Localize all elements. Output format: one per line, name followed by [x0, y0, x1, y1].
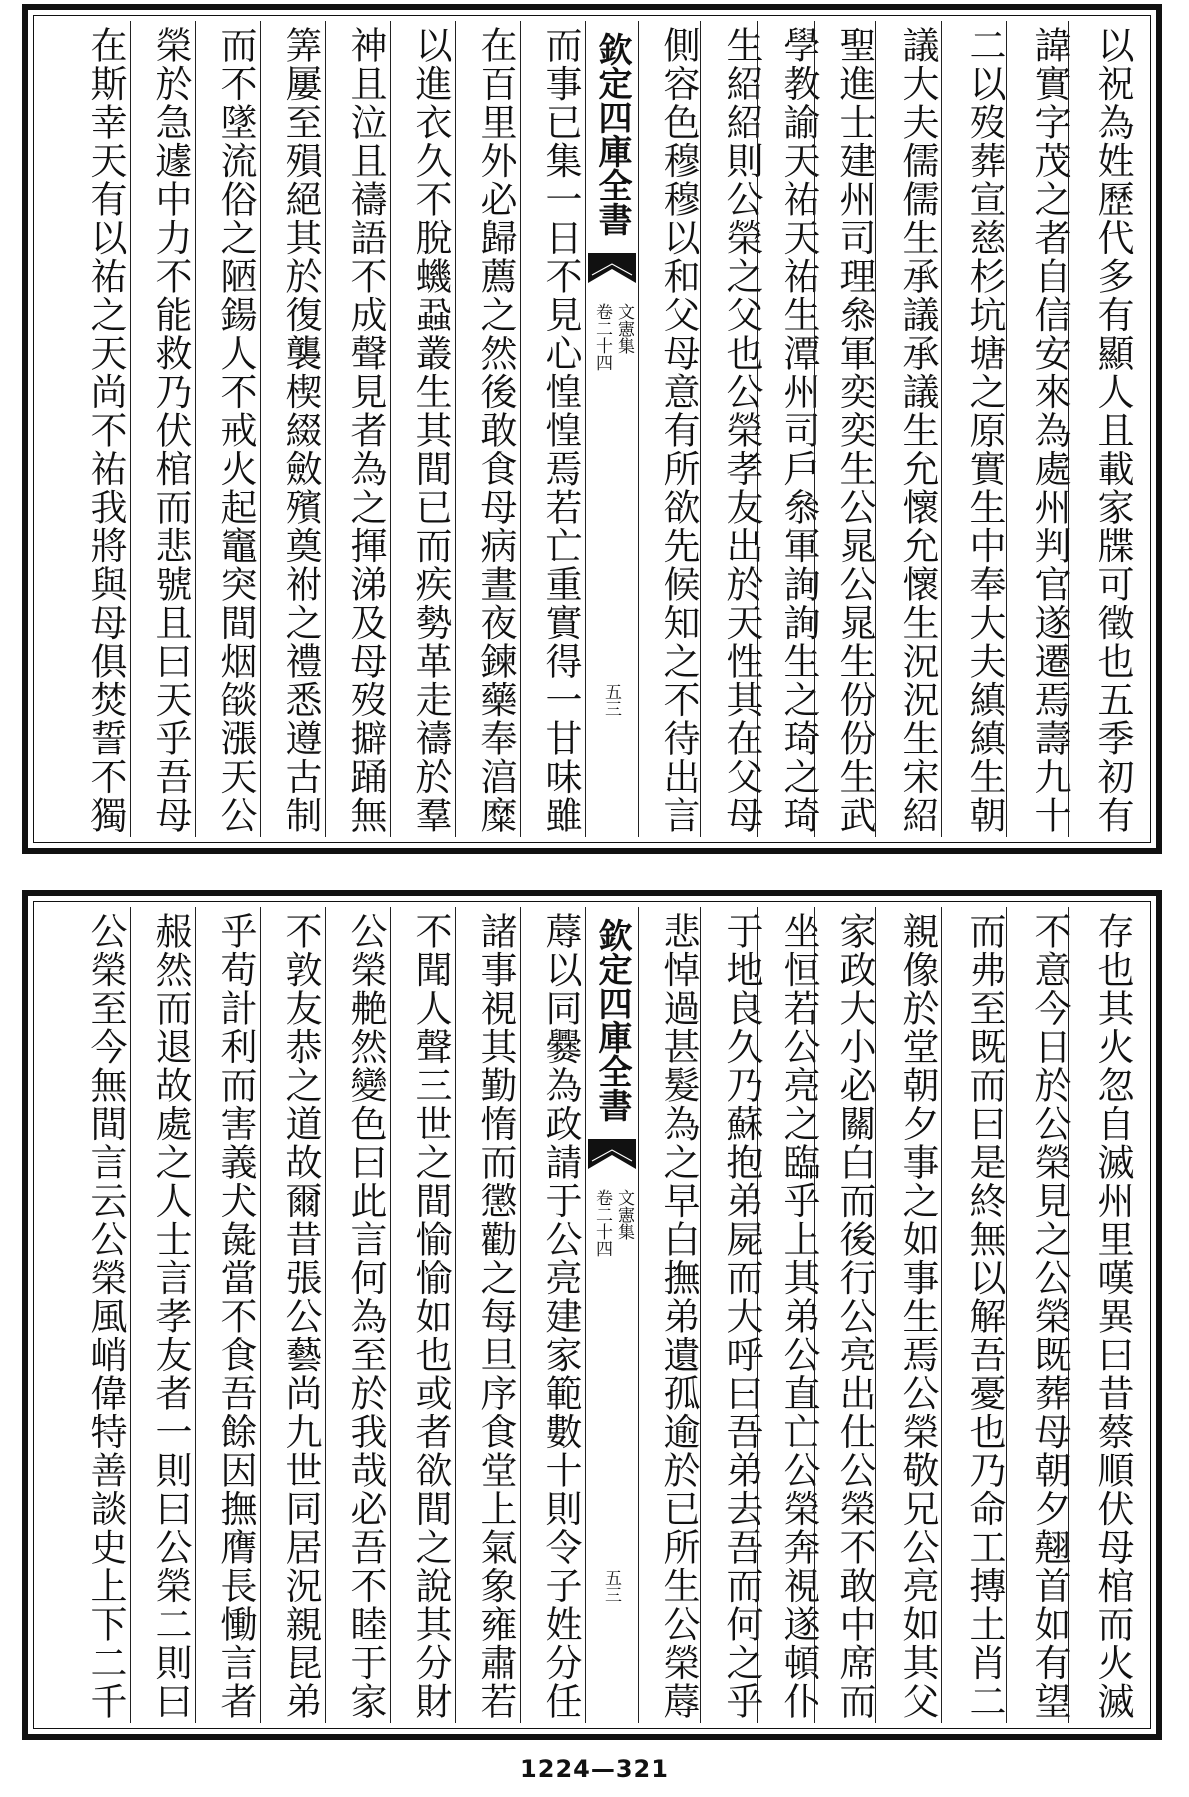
fish-tail-mark-icon	[588, 1139, 636, 1169]
column-rule	[130, 907, 131, 1723]
text-column: 蓐以同爨為政請于公亮建家範數十則令子姓分任	[539, 912, 582, 1721]
text-column: 以進衣久不脫蟣蝨叢生其間已而疾勢革走禱於羣	[409, 26, 452, 835]
text-column: 于地良久乃蘇抱弟屍而大呼曰吾弟去吾而何之乎	[720, 912, 763, 1721]
column-rule	[814, 21, 815, 837]
text-column: 坐恒若公亮之臨乎上其弟公直亡公榮奔視遂頓仆	[777, 912, 820, 1721]
text-column: 神且泣且禱語不成聲見者為之揮涕及母歿擗踊無	[344, 26, 387, 835]
text-column: 乎苟計利而害義犬彘當不食吾餘因撫膺長慟言者	[214, 912, 257, 1721]
text-column: 榮於急遽中力不能救乃伏棺而悲號且曰天乎吾母	[149, 26, 192, 835]
page-code-footer: 1224—321	[520, 1755, 669, 1783]
collection-title: 欽定四庫全書	[592, 32, 632, 236]
column-rule	[195, 21, 196, 837]
text-column: 家政大小必關白而後行公亮出仕公榮不敢中席而	[833, 912, 876, 1721]
text-column: 不敦友恭之道故爾昔張公藝尚九世同居況親昆弟	[279, 912, 322, 1721]
column-rule	[455, 21, 456, 837]
text-column: 公榮至今無間言云公榮風峭偉特善談史上下二千	[84, 912, 127, 1721]
volume-number: 卷二十四	[592, 303, 612, 371]
column-rule	[941, 21, 942, 837]
text-column: 而不墜流俗之陋鍚人不戒火起竈突間烟燄漲天公	[214, 26, 257, 835]
column-rule	[757, 907, 758, 1723]
column-rule	[700, 907, 701, 1723]
column-rule	[875, 21, 876, 837]
text-column: 赧然而退故處之人士言孝友者一則曰公榮二則曰	[149, 912, 192, 1721]
column-rule	[520, 907, 521, 1723]
column-rule	[875, 907, 876, 1723]
column-rule	[130, 21, 131, 837]
column-rule	[260, 907, 261, 1723]
column-rule	[260, 21, 261, 837]
column-rule	[325, 907, 326, 1723]
text-column: 親像於堂朝夕事之如事生焉公榮敬兄公亮如其父	[896, 912, 939, 1721]
text-column: 不聞人聲三世之間愉愉如也或者欲間之說其分財	[409, 912, 452, 1721]
column-rule	[390, 907, 391, 1723]
text-column: 悲悼過甚髮為之早白撫弟遺孤逾於已所生公榮蓐	[657, 912, 700, 1721]
text-column: 議大夫儒儒生承議承議生允懷允懷生況況生宋紹	[896, 26, 939, 835]
text-column: 二以歿葬宣慈杉坑塘之原實生中奉大夫縝縝生朝	[963, 26, 1006, 835]
fish-tail-mark-icon	[588, 253, 636, 283]
column-rule	[814, 907, 815, 1723]
text-column: 存也其火忽自滅州里嘆異曰昔蔡順伏母棺而火滅	[1091, 912, 1134, 1721]
column-rule	[1068, 907, 1069, 1723]
column-rule	[757, 21, 758, 837]
text-column: 側容色穆穆以和父母意有所欲先候知之不待出言	[657, 26, 700, 835]
leaf-number: 五三	[601, 683, 621, 717]
column-rule	[455, 907, 456, 1723]
text-column: 而事已集一日不見心惶惶焉若亡重實得一甘味雖	[539, 26, 582, 835]
text-column: 不意今日於公榮見之公榮既葬母朝夕翹首如有望	[1028, 912, 1071, 1721]
column-rule	[700, 21, 701, 837]
text-column: 諸事視其勤惰而懲勸之每旦序食堂上氣象雍肅若	[474, 912, 517, 1721]
column-rule	[1006, 907, 1007, 1723]
column-rule	[1006, 21, 1007, 837]
book-title: 文憲集	[614, 1189, 634, 1240]
column-rule	[941, 907, 942, 1723]
column-rule	[520, 21, 521, 837]
text-column: 諱實字茂之者自信安來為處州判官遂遷焉壽九十	[1028, 26, 1071, 835]
text-column: 在斯幸天有以祐之天尚不祐我將與母俱焚誓不獨	[84, 26, 127, 835]
volume-number: 卷二十四	[592, 1189, 612, 1257]
upper-page	[22, 4, 1162, 854]
collection-title: 欽定四庫全書	[592, 918, 632, 1122]
text-column: 生紹紹則公榮之父也公榮孝友出於天性其在父母	[720, 26, 763, 835]
text-column: 以祝為姓歷代多有顯人且載家牒可徵也五季初有	[1091, 26, 1134, 835]
lower-page	[22, 890, 1162, 1740]
text-column: 聖進士建州司理叅軍奕奕生公晁公晁生份份生武	[833, 26, 876, 835]
column-rule	[390, 21, 391, 837]
text-column: 而弗至既而曰是終無以解吾憂也乃命工摶土肖二	[963, 912, 1006, 1721]
text-column: 筭屢至殞絕其於復襲楔綴斂殯奠祔之禮悉遵古制	[279, 26, 322, 835]
column-rule	[1068, 21, 1069, 837]
book-title: 文憲集	[614, 303, 634, 354]
text-column: 學教諭天祐天祐生潭州司戶叅軍詢詢生之琦之琦	[777, 26, 820, 835]
column-rule	[325, 21, 326, 837]
column-rule	[195, 907, 196, 1723]
text-column: 公榮艴然變色曰此言何為至於我哉必吾不睦于家	[344, 912, 387, 1721]
leaf-number: 五三	[601, 1569, 621, 1603]
text-column: 在百里外必歸薦之然後敢食母病晝夜鍊藥奉湻糜	[474, 26, 517, 835]
